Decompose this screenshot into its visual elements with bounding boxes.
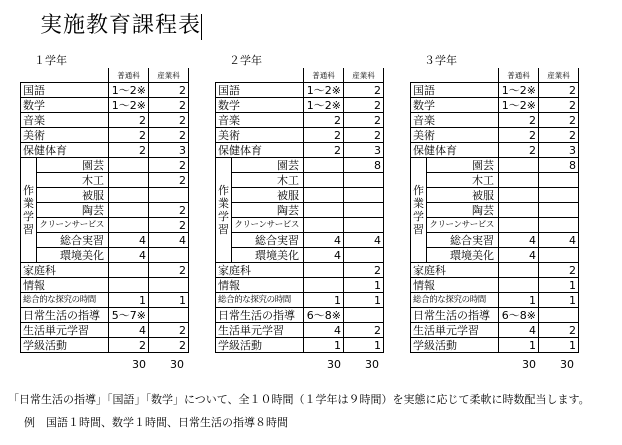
subject-name: クリーンサービス <box>37 218 109 233</box>
industrial-hours: 2 <box>149 98 189 113</box>
subject-name: 総合的な探究の時間 <box>216 293 304 308</box>
header-spacer <box>216 68 304 83</box>
industrial-hours: 2 <box>539 263 579 278</box>
table-row <box>21 83 189 98</box>
subject-name: 家庭科 <box>21 263 109 278</box>
table-row <box>411 248 579 263</box>
table-row <box>21 218 189 233</box>
industrial-hours: 1 <box>539 293 579 308</box>
table-row <box>411 263 579 278</box>
table-row <box>411 338 579 353</box>
subject-name: 学級活動 <box>216 338 304 353</box>
industrial-hours: 2 <box>539 128 579 143</box>
industrial-hours: 1 <box>539 278 579 293</box>
general-hours <box>109 188 149 203</box>
subject-name: 音楽 <box>21 113 109 128</box>
general-hours <box>304 278 344 293</box>
table-row <box>411 158 579 173</box>
table-row <box>21 308 189 323</box>
table-row <box>411 293 579 308</box>
general-hours <box>109 158 149 173</box>
industrial-hours: 4 <box>539 233 579 248</box>
subject-name: 家庭科 <box>411 263 499 278</box>
industrial-hours: 3 <box>344 143 384 158</box>
general-hours: 1～2※ <box>499 98 539 113</box>
table-row <box>411 113 579 128</box>
subject-name: 総合実習 <box>427 233 499 248</box>
table-row <box>411 143 579 158</box>
table-row <box>21 113 189 128</box>
table-row <box>216 113 384 128</box>
general-total: 30 <box>327 358 341 371</box>
header-spacer <box>411 68 499 83</box>
general-hours <box>304 158 344 173</box>
general-hours: 1 <box>499 293 539 308</box>
industrial-hours: 1 <box>344 338 384 353</box>
table-row <box>216 218 384 233</box>
subject-name: 木工 <box>37 173 109 188</box>
general-hours: 4 <box>499 248 539 263</box>
industrial-hours <box>344 248 384 263</box>
general-total: 30 <box>132 358 146 371</box>
industrial-total: 30 <box>170 358 184 371</box>
table-row <box>411 98 579 113</box>
industrial-hours: 2 <box>149 158 189 173</box>
general-hours: 2 <box>109 338 149 353</box>
general-hours: 1 <box>304 338 344 353</box>
header-general-course: 普通科 <box>304 68 344 83</box>
subject-name: 数学 <box>21 98 109 113</box>
industrial-hours <box>344 308 384 323</box>
industrial-hours: 1 <box>344 293 384 308</box>
table-row <box>21 203 189 218</box>
general-hours: 5～7※ <box>109 308 149 323</box>
industrial-hours: 2 <box>344 323 384 338</box>
table-row <box>21 158 189 173</box>
industrial-hours <box>149 188 189 203</box>
subject-name: 生活単元学習 <box>21 323 109 338</box>
subject-name: 園芸 <box>37 158 109 173</box>
general-hours: 2 <box>304 128 344 143</box>
industrial-hours <box>344 203 384 218</box>
industrial-hours <box>149 248 189 263</box>
general-hours <box>109 263 149 278</box>
subject-name: 総合的な探究の時間 <box>411 293 499 308</box>
industrial-hours <box>149 278 189 293</box>
industrial-hours <box>344 218 384 233</box>
general-hours <box>109 218 149 233</box>
general-hours: 2 <box>304 113 344 128</box>
general-hours: 4 <box>499 323 539 338</box>
subject-name: 音楽 <box>216 113 304 128</box>
industrial-hours <box>539 308 579 323</box>
general-total: 30 <box>522 358 536 371</box>
subject-name: 日常生活の指導 <box>216 308 304 323</box>
general-hours <box>304 218 344 233</box>
industrial-hours: 2 <box>344 98 384 113</box>
subject-name: 総合実習 <box>37 233 109 248</box>
subject-name: 陶芸 <box>232 203 304 218</box>
industrial-total: 30 <box>560 358 574 371</box>
general-hours <box>499 188 539 203</box>
table-row <box>216 158 384 173</box>
header-industrial-course: 産業科 <box>344 68 384 83</box>
table-header-row <box>411 68 579 83</box>
table-row <box>216 263 384 278</box>
work-study-label: 作 業 学 習 <box>216 158 232 263</box>
industrial-hours: 2 <box>344 113 384 128</box>
industrial-hours: 8 <box>344 158 384 173</box>
subject-name: 学級活動 <box>21 338 109 353</box>
general-hours: 4 <box>304 248 344 263</box>
industrial-hours: 2 <box>149 338 189 353</box>
general-hours <box>499 173 539 188</box>
general-hours: 4 <box>304 323 344 338</box>
subject-name: 生活単元学習 <box>216 323 304 338</box>
subject-name: 環境美化 <box>37 248 109 263</box>
general-hours <box>304 188 344 203</box>
subject-name: 保健体育 <box>216 143 304 158</box>
industrial-hours: 4 <box>149 233 189 248</box>
table-row <box>216 173 384 188</box>
table-row <box>411 173 579 188</box>
industrial-hours: 1 <box>539 338 579 353</box>
general-hours: 4 <box>499 233 539 248</box>
industrial-hours: 4 <box>344 233 384 248</box>
industrial-hours: 3 <box>539 143 579 158</box>
table-row <box>216 98 384 113</box>
subject-name: 被服 <box>37 188 109 203</box>
subject-name: 陶芸 <box>37 203 109 218</box>
work-study-label: 作 業 学 習 <box>411 158 427 263</box>
subject-name: クリーンサービス <box>427 218 499 233</box>
general-hours: 1 <box>304 293 344 308</box>
general-hours: 2 <box>499 113 539 128</box>
curriculum-table <box>215 68 384 353</box>
grade-label: ３学年 <box>424 54 457 67</box>
general-hours <box>499 218 539 233</box>
table-row <box>21 263 189 278</box>
table-row <box>216 308 384 323</box>
grade-label: １学年 <box>34 54 67 67</box>
subject-name: 環境美化 <box>427 248 499 263</box>
industrial-hours <box>344 188 384 203</box>
industrial-hours <box>539 218 579 233</box>
example-note: 例 国語１時間、数学１時間、日常生活の指導８時間 <box>24 416 288 429</box>
header-industrial-course: 産業科 <box>149 68 189 83</box>
industrial-hours: 2 <box>149 113 189 128</box>
subject-name: 美術 <box>21 128 109 143</box>
industrial-hours: 2 <box>539 323 579 338</box>
industrial-total: 30 <box>365 358 379 371</box>
general-hours: 1 <box>499 338 539 353</box>
table-row <box>21 323 189 338</box>
table-row <box>411 323 579 338</box>
industrial-hours: 2 <box>344 263 384 278</box>
subject-name: 保健体育 <box>21 143 109 158</box>
subject-name: 被服 <box>232 188 304 203</box>
subject-name: 情報 <box>411 278 499 293</box>
general-hours: 1～2※ <box>304 98 344 113</box>
general-hours: 2 <box>109 113 149 128</box>
header-spacer <box>21 68 109 83</box>
subject-name: 保健体育 <box>411 143 499 158</box>
general-hours: 4 <box>109 233 149 248</box>
subject-name: 日常生活の指導 <box>411 308 499 323</box>
subject-name: 総合的な探究の時間 <box>21 293 109 308</box>
industrial-hours: 2 <box>539 113 579 128</box>
curriculum-table <box>410 68 579 353</box>
general-hours: 1～2※ <box>109 98 149 113</box>
table-header-row <box>216 68 384 83</box>
header-general-course: 普通科 <box>109 68 149 83</box>
general-hours <box>109 278 149 293</box>
table-row <box>216 188 384 203</box>
subject-name: 美術 <box>216 128 304 143</box>
general-hours <box>499 278 539 293</box>
general-hours: 4 <box>304 233 344 248</box>
text-cursor <box>201 14 202 40</box>
industrial-hours: 2 <box>149 203 189 218</box>
table-row <box>21 248 189 263</box>
table-header-row <box>21 68 189 83</box>
table-row <box>216 338 384 353</box>
general-hours: 2 <box>304 143 344 158</box>
general-hours: 4 <box>109 323 149 338</box>
general-hours: 2 <box>109 143 149 158</box>
subject-name: 木工 <box>232 173 304 188</box>
subject-name: 園芸 <box>232 158 304 173</box>
subject-name: 環境美化 <box>232 248 304 263</box>
general-hours <box>109 203 149 218</box>
general-hours: 4 <box>109 248 149 263</box>
table-row <box>21 173 189 188</box>
general-hours <box>499 158 539 173</box>
industrial-hours <box>539 173 579 188</box>
general-hours <box>499 203 539 218</box>
table-row <box>216 293 384 308</box>
subject-name: 情報 <box>21 278 109 293</box>
subject-name: 国語 <box>411 83 499 98</box>
page-title: 実施教育課程表 <box>40 13 202 38</box>
table-row <box>21 143 189 158</box>
table-row <box>216 128 384 143</box>
general-hours: 2 <box>109 128 149 143</box>
general-hours <box>499 263 539 278</box>
subject-name: 国語 <box>216 83 304 98</box>
industrial-hours <box>539 248 579 263</box>
table-row <box>21 233 189 248</box>
table-row <box>21 128 189 143</box>
subject-name: 日常生活の指導 <box>21 308 109 323</box>
table-row <box>411 218 579 233</box>
table-row <box>411 128 579 143</box>
industrial-hours: 2 <box>149 323 189 338</box>
table-row <box>411 233 579 248</box>
industrial-hours: 2 <box>149 128 189 143</box>
general-hours: 1 <box>109 293 149 308</box>
industrial-hours: 2 <box>149 218 189 233</box>
subject-name: クリーンサービス <box>232 218 304 233</box>
table-row <box>216 278 384 293</box>
table-row <box>21 188 189 203</box>
subject-name: 国語 <box>21 83 109 98</box>
subject-name: 木工 <box>427 173 499 188</box>
industrial-hours: 8 <box>539 158 579 173</box>
industrial-hours: 2 <box>344 128 384 143</box>
table-row <box>21 338 189 353</box>
general-hours: 6～8※ <box>304 308 344 323</box>
table-row <box>21 278 189 293</box>
subject-name: 音楽 <box>411 113 499 128</box>
industrial-hours <box>344 173 384 188</box>
table-row <box>411 308 579 323</box>
table-row <box>216 233 384 248</box>
industrial-hours: 2 <box>149 173 189 188</box>
subject-name: 総合実習 <box>232 233 304 248</box>
industrial-hours <box>539 188 579 203</box>
general-hours: 2 <box>499 143 539 158</box>
table-row <box>411 188 579 203</box>
work-study-label: 作 業 学 習 <box>21 158 37 263</box>
table-row <box>411 278 579 293</box>
general-hours <box>304 203 344 218</box>
industrial-hours: 2 <box>539 83 579 98</box>
general-hours: 6～8※ <box>499 308 539 323</box>
industrial-hours: 2 <box>344 83 384 98</box>
subject-name: 数学 <box>216 98 304 113</box>
general-hours: 1～2※ <box>499 83 539 98</box>
industrial-hours <box>539 203 579 218</box>
table-row <box>216 248 384 263</box>
industrial-hours <box>149 308 189 323</box>
industrial-hours: 3 <box>149 143 189 158</box>
general-hours: 2 <box>499 128 539 143</box>
subject-name: 数学 <box>411 98 499 113</box>
industrial-hours: 1 <box>149 293 189 308</box>
industrial-hours: 2 <box>539 98 579 113</box>
general-hours: 1～2※ <box>304 83 344 98</box>
subject-name: 陶芸 <box>427 203 499 218</box>
industrial-hours: 1 <box>344 278 384 293</box>
subject-name: 情報 <box>216 278 304 293</box>
subject-name: 学級活動 <box>411 338 499 353</box>
header-general-course: 普通科 <box>499 68 539 83</box>
subject-name: 美術 <box>411 128 499 143</box>
table-row <box>411 83 579 98</box>
table-row <box>21 293 189 308</box>
subject-name: 被服 <box>427 188 499 203</box>
subject-name: 家庭科 <box>216 263 304 278</box>
general-hours <box>109 173 149 188</box>
industrial-hours: 2 <box>149 263 189 278</box>
curriculum-table <box>20 68 189 353</box>
table-row <box>216 143 384 158</box>
table-row <box>216 203 384 218</box>
industrial-hours: 2 <box>149 83 189 98</box>
table-row <box>216 83 384 98</box>
subject-name: 生活単元学習 <box>411 323 499 338</box>
grade-label: ２学年 <box>229 54 262 67</box>
table-row <box>411 203 579 218</box>
allocation-note: 「日常生活の指導」「国語」「数学」について、全１０時間（１学年は９時間）を実態に応じて柔軟に時数配当します。 <box>8 393 590 406</box>
general-hours <box>304 173 344 188</box>
header-industrial-course: 産業科 <box>539 68 579 83</box>
general-hours <box>304 263 344 278</box>
general-hours: 1～2※ <box>109 83 149 98</box>
table-row <box>21 98 189 113</box>
subject-name: 園芸 <box>427 158 499 173</box>
table-row <box>216 323 384 338</box>
